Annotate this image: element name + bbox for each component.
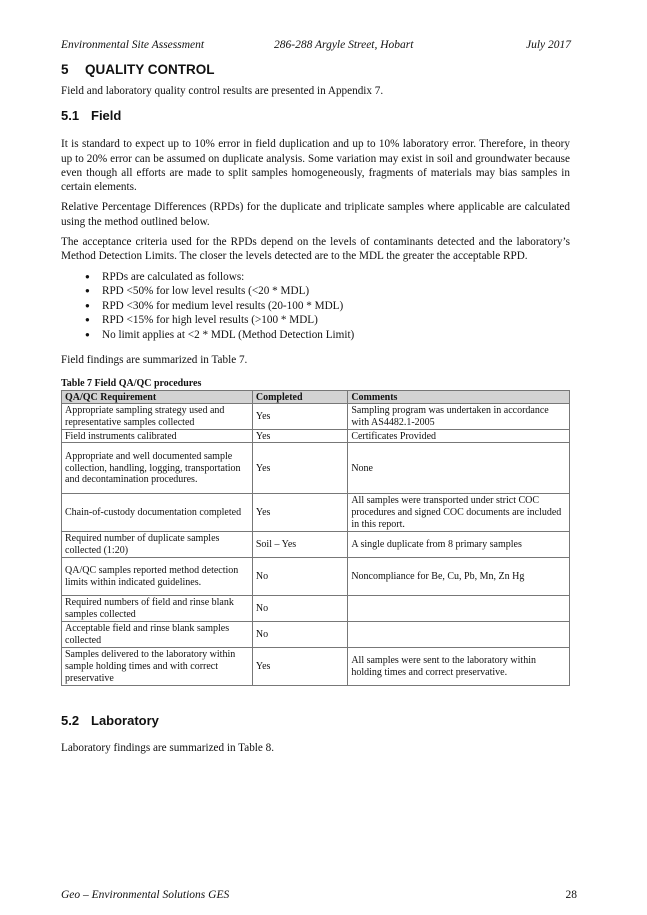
table-cell: Yes [252,404,347,430]
section-5-1-paragraph-3: The acceptance criteria used for the RPDs depend on the levels of contaminants detected and the laboratory’s Method Detection Limits. The closer the levels detected are to the MDL the greater the acceptable RPD. [61,236,570,263]
table-cell: None [348,443,570,494]
table-cell: Yes [252,648,347,686]
section-5-2-paragraph-1: Laboratory findings are summarized in Table 8. [61,742,275,755]
table-7-qa-qc-procedures [61,390,570,686]
table-cell: Field instruments calibrated [62,430,253,443]
table-cell: Appropriate and well documented sample collection, handling, logging, transportation and decontamination procedures. [62,443,253,494]
table-cell: Chain-of-custody documentation completed [62,494,253,532]
list-item: ● No limit applies at <2 * MDL (Method Detection Limit) [85,328,570,343]
table-cell: QA/QC samples reported method detection limits within indicated guidelines. [62,558,253,596]
page-content [61,62,570,756]
table-cell: Noncompliance for Be, Cu, Pb, Mn, Zn Hg [348,558,570,596]
header-site-address: 286-288 Argyle Street, Hobart [274,39,414,51]
section-5-1-paragraph-4: Field findings are summarized in Table 7. [61,354,248,367]
table-row [62,443,570,494]
table-cell: Yes [252,443,347,494]
section-5-1-number: 5.1 [61,108,80,124]
table-cell: All samples were transported under strict COC procedures and signed COC documents are included in this report. [348,494,570,532]
section-5-1-title: Field [91,108,122,124]
column-header-requirement: QA/QC Requirement [62,391,253,404]
page-header [61,39,571,55]
table-cell: Samples delivered to the laboratory within sample holding times and with correct preservative [62,648,253,686]
section-5-2-heading [61,713,570,731]
table-cell [348,622,570,648]
footer-page-number: 28 [565,889,577,901]
list-item: ● RPD <50% for low level results (<20 * MDL) [85,284,570,299]
table-cell: All samples were sent to the laboratory within holding times and correct preservative. [348,648,570,686]
table-cell: Yes [252,494,347,532]
table-row [62,430,570,443]
list-item: ● RPDs are calculated as follows: [85,270,570,285]
column-header-comments: Comments [348,391,570,404]
table-cell: No [252,558,347,596]
table-row [62,532,570,558]
table-cell: A single duplicate from 8 primary samples [348,532,570,558]
table-cell: Soil – Yes [252,532,347,558]
table-cell: No [252,596,347,622]
table-7-caption: Table 7 Field QA/QC procedures [61,378,202,390]
table-row [62,596,570,622]
table-row [62,648,570,686]
section-5-2-number: 5.2 [61,713,80,729]
table-cell: Acceptable field and rinse blank samples collected [62,622,253,648]
footer-company-name: Geo – Environmental Solutions GES [61,889,230,901]
page-footer [61,889,577,905]
section-5-number: 5 [61,62,69,77]
table-cell: No [252,622,347,648]
header-document-title: Environmental Site Assessment [61,39,205,51]
table-row [62,622,570,648]
table-header-row [62,391,570,404]
table-cell: Yes [252,430,347,443]
table-cell: Required numbers of field and rinse blank samples collected [62,596,253,622]
table-cell: Certificates Provided [348,430,570,443]
section-5-1-paragraph-1: It is standard to expect up to 10% error in field duplication and up to 10% laboratory error. Therefore, in theory up to 20% error can be assumed on duplicate analysis. Some variation may exist in soil and groundwater because even though all efforts are made to split samples homogeneously, fragments of materials may bias samples in certain elements. [61,138,570,194]
section-5-heading [61,62,570,80]
table-row [62,558,570,596]
rpd-criteria-list [61,270,570,343]
section-5-title: QUALITY CONTROL [85,62,215,77]
section-5-1-paragraph-2: Relative Percentage Differences (RPDs) for the duplicate and triplicate samples where applicable are calculated using the method outlined below. [61,201,570,228]
table-row [62,404,570,430]
table-cell: Sampling program was undertaken in accordance with AS4482.1-2005 [348,404,570,430]
header-date: July 2017 [525,39,571,51]
table-cell: Required number of duplicate samples collected (1:20) [62,532,253,558]
table-row [62,494,570,532]
list-item: ● RPD <15% for high level results (>100 * MDL) [85,313,570,328]
table-cell [348,596,570,622]
column-header-completed: Completed [252,391,347,404]
table-cell: Appropriate sampling strategy used and representative samples collected [62,404,253,430]
list-item: ● RPD <30% for medium level results (20-100 * MDL) [85,299,570,314]
section-5-2-title: Laboratory [91,713,159,729]
section-5-intro: Field and laboratory quality control results are presented in Appendix 7. [61,85,384,97]
section-5-1-heading [61,108,570,126]
